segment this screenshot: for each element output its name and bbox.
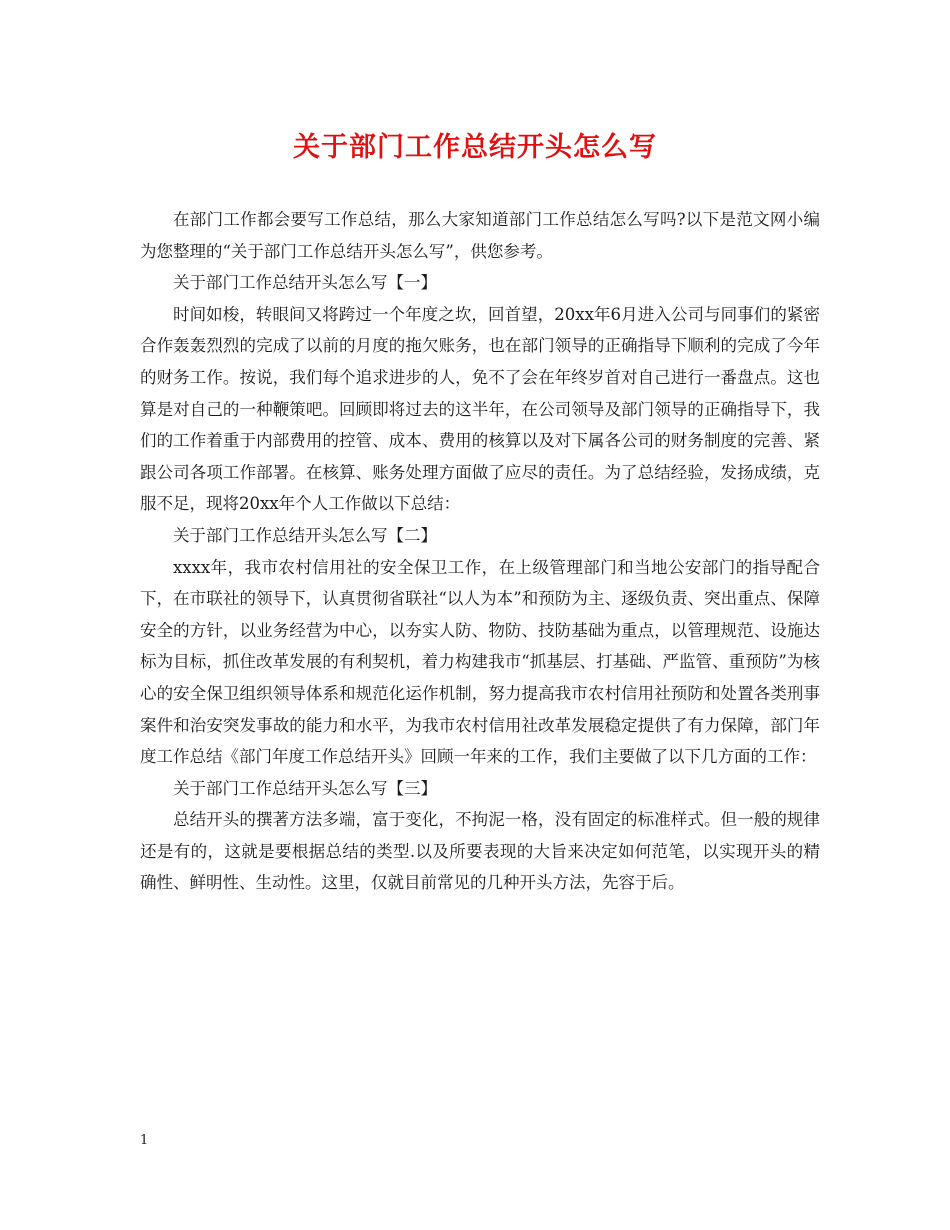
intro-paragraph: 在部门工作都会要写工作总结，那么大家知道部门工作总结怎么写吗?以下是范文网小编为您整理的“关于部门工作总结开头怎么写”，供您参考。	[140, 210, 820, 261]
page-number: 1	[140, 1133, 149, 1148]
document-title: 关于部门工作总结开头怎么写	[293, 132, 657, 163]
section-paragraph-2: xxxx年，我市农村信用社的安全保卫工作，在上级管理部门和当地公安部门的指导配合下，在市联社的领导下，认真贯彻省联社“以人为本”和预防为主、逐级负责、突出重点、保障安全的方针，以业务经营为中心，以夯实人防、物防、技防基础为重点，以管理规范、设施达标为目标，抓住改革发展的有利契机，着力构建我市“抓基层、打基础、严监管、重预防”为核心的安全保卫组织领导体系和规范化运作机制，努力提高我市农村信用社预防和处置各类刑事案件和治安突发事故的能力和水平，为我市农村信用社改革发展稳定提供了有力保障，部门年度工作总结《部门年度工作总结开头》回顾一年来的工作，我们主要做了以下几方面的工作：	[140, 557, 820, 767]
section-paragraph-3: 总结开头的撰著方法多端，富于变化，不拘泥一格，没有固定的标准样式。但一般的规律还是有的，这就是要根据总结的类型.以及所要表现的大旨来决定如何范笔，以实现开头的精确性、鲜明性、生动性。这里，仅就目前常见的几种开头方法，先容于后。	[140, 810, 820, 893]
section-heading-2: 关于部门工作总结开头怎么写【二】	[173, 525, 437, 545]
section-heading-1: 关于部门工作总结开头怎么写【一】	[173, 273, 437, 293]
section-heading-3: 关于部门工作总结开头怎么写【三】	[173, 778, 437, 798]
document-body	[140, 204, 820, 899]
section-paragraph-1: 时间如梭，转眼间又将跨过一个年度之坎，回首望，20xx年6月进入公司与同事们的紧密合作轰轰烈烈的完成了以前的月度的拖欠账务，也在部门领导的正确指导下顺利的完成了今年的财务工作。按说，我们每个追求进步的人，免不了会在年终岁首对自己进行一番盘点。这也算是对自己的一种鞭策吧。回顾即将过去的这半年，在公司领导及部门领导的正确指导下，我们的工作着重于内部费用的控管、成本、费用的核算以及对下属各公司的财务制度的完善、紧跟公司各项工作部署。在核算、账务处理方面做了应尽的责任。为了总结经验，发扬成绩，克服不足，现将20xx年个人工作做以下总结：	[140, 304, 820, 514]
